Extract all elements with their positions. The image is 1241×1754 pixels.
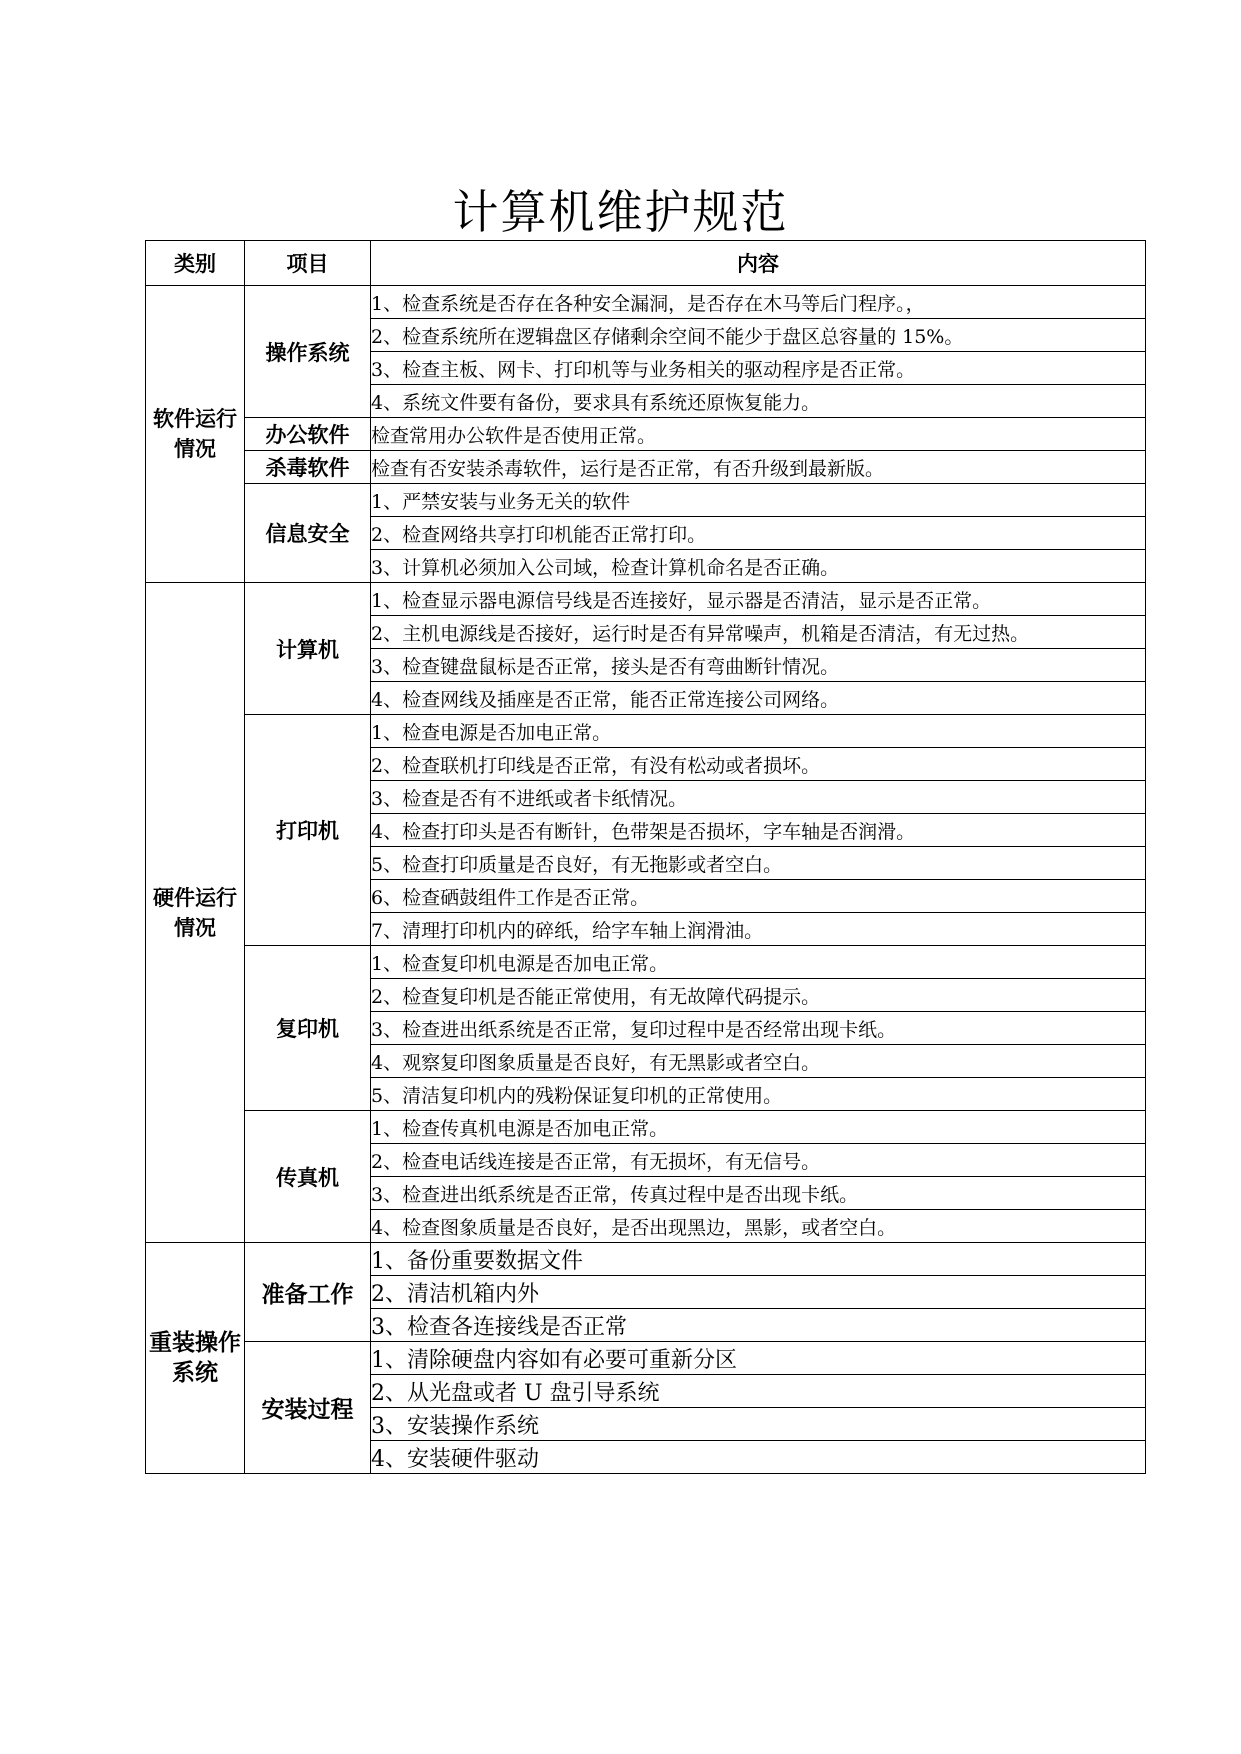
content-cell: 4、观察复印图象质量是否良好，有无黑影或者空白。 xyxy=(371,1045,1146,1078)
table-row xyxy=(146,286,1146,319)
header-row xyxy=(146,241,1146,286)
content-cell: 2、从光盘或者 U 盘引导系统 xyxy=(371,1375,1146,1408)
table-row xyxy=(146,715,1146,748)
item-cell: 复印机 xyxy=(245,946,371,1111)
category-cell: 软件运行情况 xyxy=(146,286,245,583)
header-content: 内容 xyxy=(371,241,1146,286)
item-cell: 准备工作 xyxy=(245,1243,371,1342)
table-row xyxy=(146,1243,1146,1276)
item-cell: 操作系统 xyxy=(245,286,371,418)
content-cell: 1、检查复印机电源是否加电正常。 xyxy=(371,946,1146,979)
table-row xyxy=(146,418,1146,451)
category-cell: 重装操作系统 xyxy=(146,1243,245,1474)
table-row xyxy=(146,1111,1146,1144)
content-cell: 1、清除硬盘内容如有必要可重新分区 xyxy=(371,1342,1146,1375)
content-cell: 2、主机电源线是否接好，运行时是否有异常噪声，机箱是否清洁，有无过热。 xyxy=(371,616,1146,649)
content-cell: 3、安装操作系统 xyxy=(371,1408,1146,1441)
content-cell: 4、系统文件要有备份，要求具有系统还原恢复能力。 xyxy=(371,385,1146,418)
content-cell: 1、检查传真机电源是否加电正常。 xyxy=(371,1111,1146,1144)
table-row xyxy=(146,451,1146,484)
content-cell: 4、检查图象质量是否良好，是否出现黑边，黑影，或者空白。 xyxy=(371,1210,1146,1243)
content-cell: 3、检查是否有不进纸或者卡纸情况。 xyxy=(371,781,1146,814)
page-title: 计算机维护规范 xyxy=(452,185,789,239)
content-cell: 2、检查复印机是否能正常使用，有无故障代码提示。 xyxy=(371,979,1146,1012)
content-cell: 2、清洁机箱内外 xyxy=(371,1276,1146,1309)
category-cell: 硬件运行情况 xyxy=(146,583,245,1243)
content-cell: 1、检查系统是否存在各种安全漏洞，是否存在木马等后门程序。， xyxy=(371,286,1146,319)
content-cell: 2、检查网络共享打印机能否正常打印。 xyxy=(371,517,1146,550)
table-row xyxy=(146,583,1146,616)
item-cell: 计算机 xyxy=(245,583,371,715)
content-cell: 1、备份重要数据文件 xyxy=(371,1243,1146,1276)
content-cell: 3、检查进出纸系统是否正常，复印过程中是否经常出现卡纸。 xyxy=(371,1012,1146,1045)
content-cell: 检查有否安装杀毒软件，运行是否正常，有否升级到最新版。 xyxy=(371,451,1146,484)
item-cell: 传真机 xyxy=(245,1111,371,1243)
content-cell: 5、检查打印质量是否良好，有无拖影或者空白。 xyxy=(371,847,1146,880)
content-cell: 4、安装硬件驱动 xyxy=(371,1441,1146,1474)
header-item: 项目 xyxy=(245,241,371,286)
content-cell: 4、检查网线及插座是否正常，能否正常连接公司网络。 xyxy=(371,682,1146,715)
table-row xyxy=(146,946,1146,979)
item-cell: 安装过程 xyxy=(245,1342,371,1474)
table-row xyxy=(146,1342,1146,1375)
content-cell: 4、检查打印头是否有断针，色带架是否损坏，字车轴是否润滑。 xyxy=(371,814,1146,847)
content-cell: 3、计算机必须加入公司域，检查计算机命名是否正确。 xyxy=(371,550,1146,583)
item-cell: 办公软件 xyxy=(245,418,371,451)
content-cell: 6、检查硒鼓组件工作是否正常。 xyxy=(371,880,1146,913)
item-cell: 信息安全 xyxy=(245,484,371,583)
header-category: 类别 xyxy=(146,241,245,286)
content-cell: 1、检查显示器电源信号线是否连接好，显示器是否清洁，显示是否正常。 xyxy=(371,583,1146,616)
content-cell: 3、检查进出纸系统是否正常，传真过程中是否出现卡纸。 xyxy=(371,1177,1146,1210)
item-cell: 打印机 xyxy=(245,715,371,946)
content-cell: 7、清理打印机内的碎纸，给字车轴上润滑油。 xyxy=(371,913,1146,946)
table-row xyxy=(146,484,1146,517)
content-cell: 2、检查联机打印线是否正常，有没有松动或者损坏。 xyxy=(371,748,1146,781)
maintenance-table xyxy=(145,240,1146,1474)
content-cell: 2、检查电话线连接是否正常，有无损坏，有无信号。 xyxy=(371,1144,1146,1177)
content-cell: 1、检查电源是否加电正常。 xyxy=(371,715,1146,748)
content-cell: 5、清洁复印机内的残粉保证复印机的正常使用。 xyxy=(371,1078,1146,1111)
content-cell: 3、检查键盘鼠标是否正常，接头是否有弯曲断针情况。 xyxy=(371,649,1146,682)
content-cell: 1、严禁安装与业务无关的软件 xyxy=(371,484,1146,517)
content-cell: 2、检查系统所在逻辑盘区存储剩余空间不能少于盘区总容量的 15%。 xyxy=(371,319,1146,352)
content-cell: 3、检查主板、网卡、打印机等与业务相关的驱动程序是否正常。 xyxy=(371,352,1146,385)
content-cell: 3、检查各连接线是否正常 xyxy=(371,1309,1146,1342)
item-cell: 杀毒软件 xyxy=(245,451,371,484)
content-cell: 检查常用办公软件是否使用正常。 xyxy=(371,418,1146,451)
